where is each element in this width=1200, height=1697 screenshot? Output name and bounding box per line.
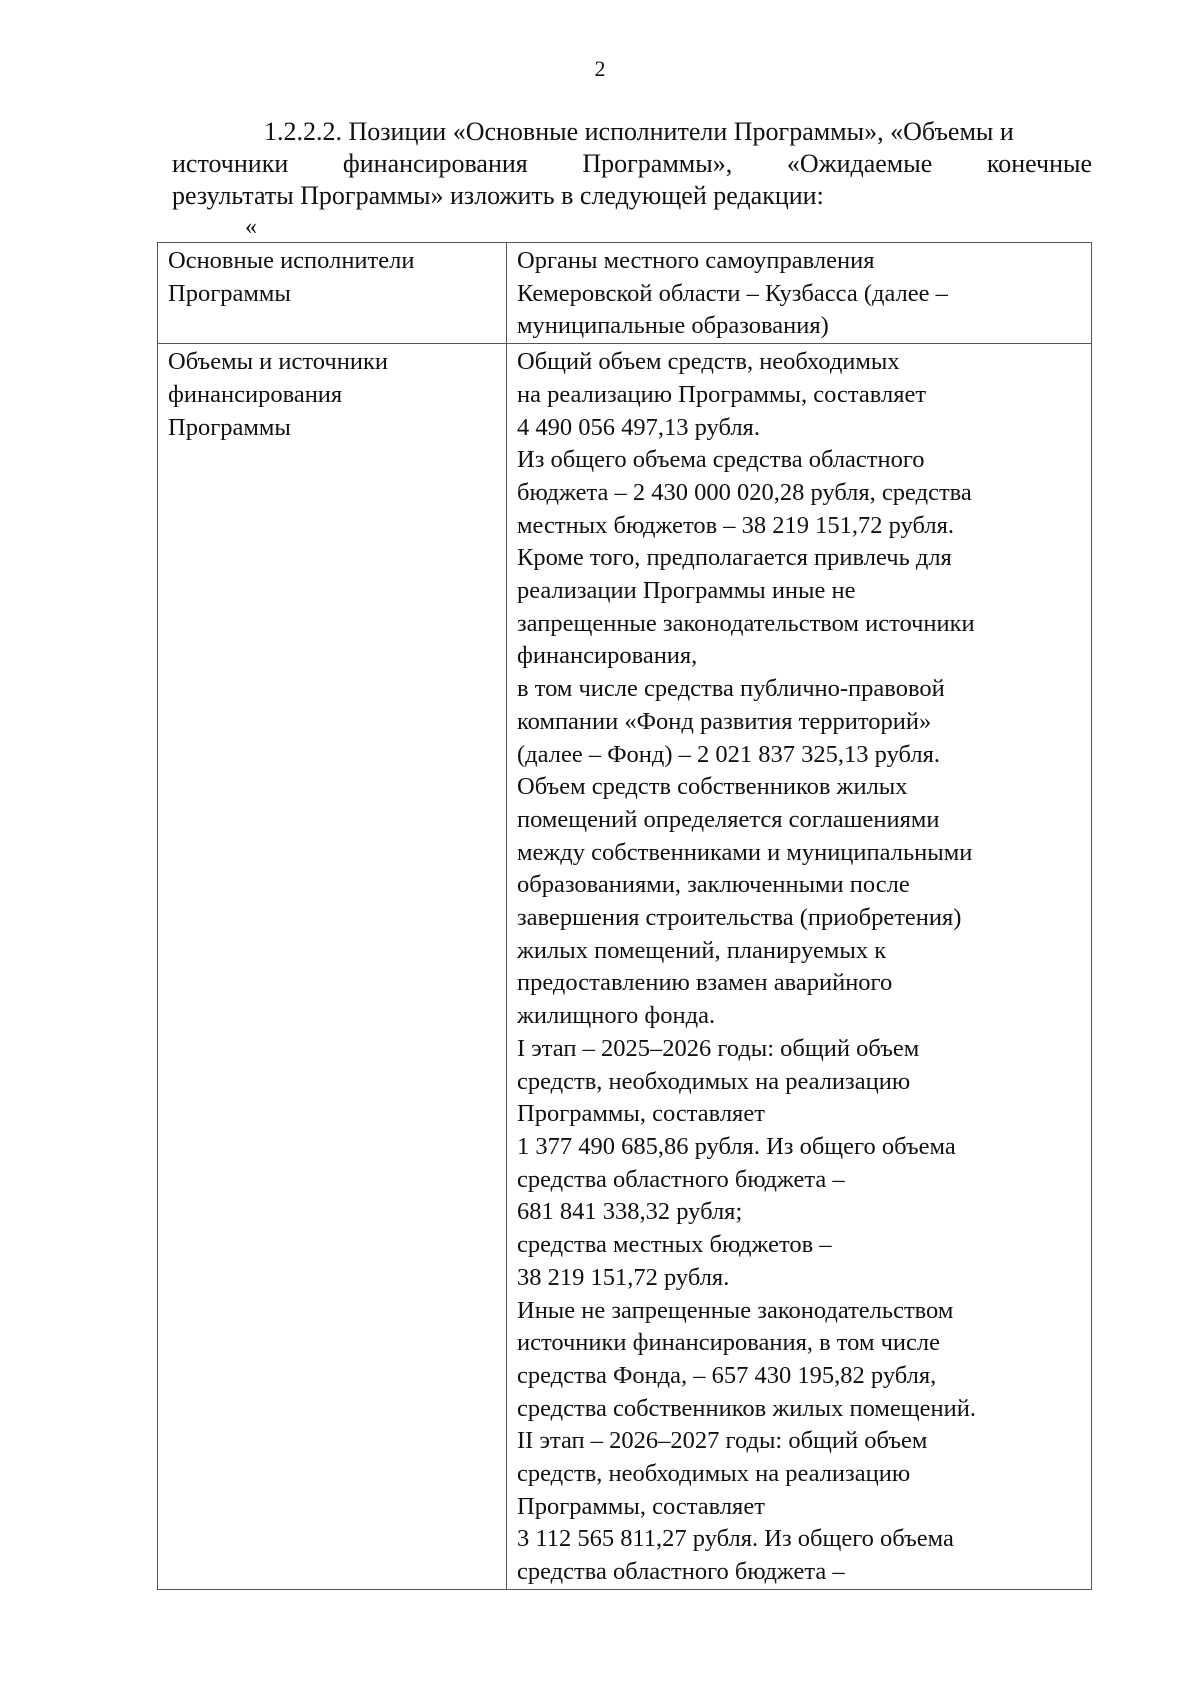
content-line: в том числе средства публично-правовой [517, 675, 945, 703]
content-line: запрещенные законодательством источники [517, 609, 975, 637]
content-line: 38 219 151,72 рубля. [517, 1263, 730, 1291]
row-content-cell [507, 344, 1092, 1590]
opening-quote: « [245, 214, 257, 240]
content-line: бюджета – 2 430 000 020,28 рубля, средства [517, 478, 972, 506]
content-line: образованиями, заключенными после [517, 871, 910, 899]
content-line: II этап – 2026–2027 годы: общий объем [517, 1427, 928, 1455]
program-table [157, 242, 1092, 1590]
content-line: средства областного бюджета – [517, 1165, 845, 1193]
intro-paragraph [172, 116, 1092, 212]
content-line: средства Фонда, – 657 430 195,82 рубля, [517, 1361, 937, 1389]
content-line: Иные не запрещенные законодательством [517, 1296, 954, 1324]
intro-line: результаты Программы» изложить в следующей редакции: [172, 181, 824, 210]
content-line: Программы, составляет [517, 1492, 765, 1520]
content-line: Кроме того, предполагается привлечь для [517, 544, 952, 572]
content-line: средства собственников жилых помещений. [517, 1394, 976, 1422]
content-line: Органы местного самоуправления [517, 247, 875, 274]
intro-word: Программы», [582, 149, 733, 178]
row-content-cell [507, 243, 1092, 344]
content-line: 4 490 056 497,13 рубля. [517, 413, 760, 441]
content-line: Общий объем средств, необходимых [517, 348, 900, 376]
content-line: средства областного бюджета – [517, 1558, 845, 1586]
content-line: на реализацию Программы, составляет [517, 380, 927, 408]
row-label-cell [158, 344, 507, 1590]
intro-line: 1.2.2.2. Позиции «Основные исполнители Программы», «Объемы и [264, 117, 1014, 146]
intro-word: «Ожидаемые [786, 149, 933, 178]
content-line: предоставлению взамен аварийного [517, 969, 893, 997]
content-line: завершения строительства (приобретения) [517, 904, 962, 932]
intro-line-justified [172, 148, 1092, 180]
label-line: Программы [168, 279, 291, 307]
row-label-cell [158, 243, 507, 344]
table-row [158, 344, 1092, 1590]
content-line: 1 377 490 685,86 рубля. Из общего объема [517, 1132, 956, 1160]
content-line: Кемеровской области – Кузбасса (далее – [517, 279, 948, 307]
label-line: Основные исполнители [168, 247, 415, 274]
content-line: местных бюджетов – 38 219 151,72 рубля. [517, 511, 955, 539]
content-line: средств, необходимых на реализацию [517, 1067, 911, 1095]
content-line: (далее – Фонд) – 2 021 837 325,13 рубля. [517, 740, 940, 768]
content-line: источники финансирования, в том числе [517, 1329, 940, 1357]
content-line: Из общего объема средства областного [517, 446, 925, 474]
content-line: Программы, составляет [517, 1100, 765, 1128]
content-line: компании «Фонд развития территорий» [517, 707, 932, 735]
label-line: финансирования [168, 380, 343, 408]
table-row [158, 243, 1092, 344]
intro-word: финансирования [342, 149, 528, 178]
content-line: 3 112 565 811,27 рубля. Из общего объема [517, 1525, 954, 1553]
content-line: Объем средств собственников жилых [517, 773, 908, 801]
content-line: жилищного фонда. [517, 1002, 716, 1030]
content-line: I этап – 2025–2026 годы: общий объем [517, 1034, 920, 1062]
content-line: 681 841 338,32 рубля; [517, 1198, 743, 1226]
content-line: реализации Программы иные не [517, 577, 856, 605]
page-number: 2 [594, 56, 606, 81]
content-line: жилых помещений, планируемых к [517, 936, 887, 964]
content-line: между собственниками и муниципальными [517, 838, 973, 866]
label-line: Объемы и источники [168, 348, 388, 376]
content-line: финансирования, [517, 642, 698, 670]
intro-word: конечные [986, 149, 1092, 178]
content-line: помещений определяется соглашениями [517, 805, 940, 833]
content-line: муниципальные образования) [517, 312, 829, 340]
content-line: средства местных бюджетов – [517, 1231, 832, 1259]
label-line: Программы [168, 413, 291, 441]
content-line: средств, необходимых на реализацию [517, 1460, 911, 1488]
intro-word: источники [172, 149, 289, 178]
